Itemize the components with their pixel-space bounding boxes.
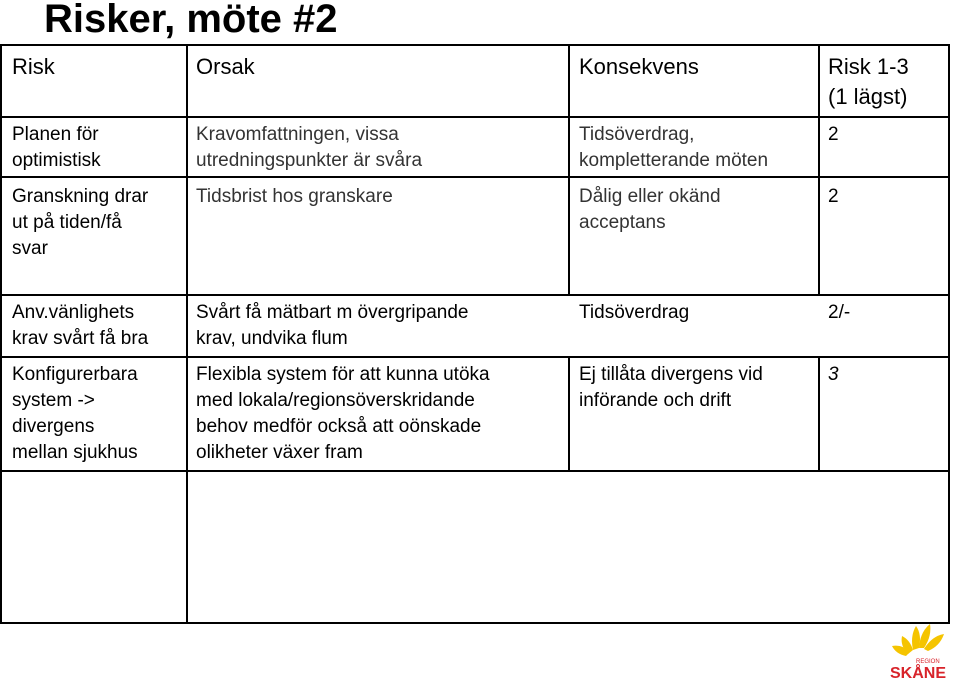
row-divider-2	[0, 176, 950, 178]
row2-risk	[12, 184, 148, 262]
row3-grade: 2/-	[828, 302, 851, 323]
row1-risk-line: Planen för	[12, 124, 99, 145]
row1-orsak-line: Kravomfattningen, vissa	[196, 124, 399, 145]
row4-risk-line: system ->	[12, 390, 95, 411]
row1-orsak	[196, 122, 422, 174]
sun-logo-icon	[886, 616, 956, 682]
row4-grade: 3	[828, 364, 839, 385]
row3-orsak	[196, 300, 468, 352]
row3-konsekvens-line: Tidsöverdrag	[579, 302, 690, 323]
row2-orsak-line: Tidsbrist hos granskare	[196, 186, 393, 207]
row3-risk	[12, 300, 148, 352]
row4-orsak-line: olikheter växer fram	[196, 442, 363, 463]
row-divider-4	[0, 356, 950, 358]
row1-grade: 2	[828, 124, 839, 145]
table-border-left	[0, 44, 2, 624]
row-divider-3	[0, 294, 950, 296]
risk-table	[0, 44, 960, 624]
page-title: Risker, möte #2	[44, 0, 338, 41]
row2-orsak	[196, 184, 393, 210]
row4-orsak-line: Flexibla system för att kunna utöka	[196, 364, 490, 385]
row1-orsak-line: utredningspunkter är svåra	[196, 150, 423, 171]
row2-konsekvens	[579, 184, 721, 236]
row3-risk-line: Anv.vänlighets	[12, 302, 135, 323]
row2-risk-line: ut på tiden/få	[12, 212, 122, 233]
table-border-top	[0, 44, 950, 46]
region-skane-logo	[886, 616, 956, 682]
row1-konsekvens-line: kompletterande möten	[579, 150, 769, 171]
row4-risk-line: Konfigurerbara	[12, 364, 138, 385]
header-grade-line2: (1 lägst)	[828, 84, 908, 109]
col-divider-5	[818, 356, 820, 470]
row1-konsekvens	[579, 122, 768, 174]
logo-big-text: SKÅNE	[890, 665, 947, 682]
header-grade	[828, 52, 909, 112]
logo-small-text: REGION	[916, 659, 940, 665]
row4-orsak-line: behov medför också att oönskade	[196, 416, 482, 437]
col-divider-2	[568, 44, 570, 294]
row3-konsekvens	[579, 300, 689, 326]
table-border-right	[948, 44, 950, 624]
table-border-bottom	[0, 622, 950, 624]
row4-risk	[12, 362, 138, 466]
row1-konsekvens-line: Tidsöverdrag,	[579, 124, 695, 145]
row4-konsekvens-line: Ej tillåta divergens vid	[579, 364, 763, 385]
row2-risk-line: svar	[12, 238, 48, 259]
col-divider-3	[818, 44, 820, 294]
row2-konsekvens-line: acceptans	[579, 212, 666, 233]
row2-konsekvens-line: Dålig eller okänd	[579, 186, 721, 207]
row4-orsak-line: med lokala/regionsöverskridande	[196, 390, 475, 411]
col-divider-1	[186, 44, 188, 624]
header-grade-line1: Risk 1-3	[828, 54, 909, 79]
row-divider-5	[0, 470, 950, 472]
row3-orsak-line: Svårt få mätbart m övergripande	[196, 302, 469, 323]
row1-risk	[12, 122, 101, 174]
row3-orsak-line: krav, undvika flum	[196, 328, 348, 349]
header-orsak: Orsak	[196, 54, 255, 79]
row1-risk-line: optimistisk	[12, 150, 101, 171]
row3-risk-line: krav svårt få bra	[12, 328, 149, 349]
col-divider-4	[568, 356, 570, 470]
row4-risk-line: mellan sjukhus	[12, 442, 138, 463]
row4-orsak	[196, 362, 490, 466]
row4-konsekvens-line: införande och drift	[579, 390, 732, 411]
row4-risk-line: divergens	[12, 416, 95, 437]
header-risk: Risk	[12, 54, 55, 79]
row2-grade: 2	[828, 186, 839, 207]
header-konsekvens: Konsekvens	[579, 54, 699, 79]
row4-konsekvens	[579, 362, 763, 414]
row-divider-1	[0, 116, 950, 118]
row2-risk-line: Granskning drar	[12, 186, 149, 207]
